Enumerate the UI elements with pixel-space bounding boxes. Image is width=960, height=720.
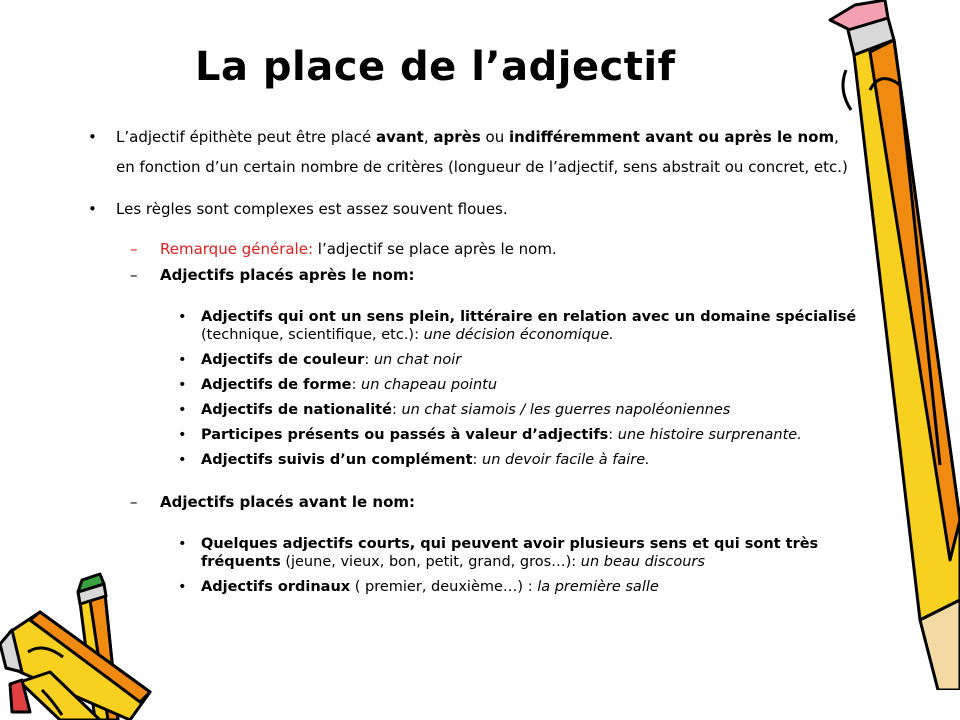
item-plain: : xyxy=(472,452,483,468)
heading-text: Adjectifs placés avant le nom: xyxy=(160,493,415,511)
heading-before-noun xyxy=(88,489,858,515)
item-bold: Adjectifs de couleur xyxy=(201,352,365,368)
item-plain: : xyxy=(608,427,618,443)
list-item xyxy=(88,578,858,596)
text: , en fonction d’un certain nombre de critères (longueur de l’adjectif, sens abstrait ou concret, etc.) xyxy=(116,128,848,176)
text: ou xyxy=(480,128,509,146)
bullet-rules: • Les règles sont complexes est assez souvent floues. xyxy=(88,194,858,224)
item-example: la première salle xyxy=(537,579,659,595)
item-example: une histoire surprenante. xyxy=(617,427,802,443)
slide-title: La place de l’adjectif xyxy=(195,44,676,90)
item-plain: : xyxy=(364,352,374,368)
list-item xyxy=(88,351,858,369)
item-bold: Participes présents ou passés à valeur d’adjectifs xyxy=(201,427,609,443)
item-example: un beau discours xyxy=(580,554,705,570)
list-item xyxy=(88,401,858,419)
text-bold: après xyxy=(433,128,481,146)
slide-content xyxy=(88,122,858,596)
bullet-placement-intro xyxy=(88,122,858,182)
list-item xyxy=(88,308,858,344)
item-plain: ( premier, deuxième…) : xyxy=(350,579,538,595)
remark-label: Remarque générale: xyxy=(160,240,314,258)
text-bold: avant xyxy=(375,128,424,146)
list-item xyxy=(88,426,858,444)
item-bold: Adjectifs de forme xyxy=(201,377,352,393)
item-plain: : xyxy=(391,402,402,418)
item-bold: Adjectifs suivis d’un complément xyxy=(201,452,473,468)
heading-after-noun xyxy=(88,262,858,288)
list-item xyxy=(88,535,858,571)
item-plain: (jeune, vieux, bon, petit, grand, gros…): xyxy=(280,554,581,570)
heading-text: Adjectifs placés après le nom: xyxy=(160,266,415,284)
item-bold: Adjectifs qui ont un sens plein, littéraire en relation avec un domaine spécialisé xyxy=(201,309,857,325)
remark-general xyxy=(88,236,858,262)
item-example: un devoir facile à faire. xyxy=(482,452,650,468)
text: L’adjectif épithète peut être placé xyxy=(116,128,376,146)
item-example: un chapeau pointu xyxy=(361,377,498,393)
item-bold: Adjectifs de nationalité xyxy=(201,402,392,418)
item-example: un chat noir xyxy=(373,352,462,368)
remark-text: l’adjectif se place après le nom. xyxy=(313,240,557,258)
list-item xyxy=(88,451,858,469)
text: , xyxy=(423,128,434,146)
item-example: une décision économique. xyxy=(423,327,614,343)
text-bold: indifféremment avant ou après le nom xyxy=(508,128,835,146)
item-bold: Quelques adjectifs courts, qui peuvent avoir plusieurs sens et qui sont très fréquents xyxy=(201,536,819,570)
list-item xyxy=(88,376,858,394)
item-plain: : xyxy=(351,377,362,393)
item-bold: Adjectifs ordinaux xyxy=(201,579,351,595)
item-plain: (technique, scientifique, etc.): xyxy=(201,327,424,343)
item-example: un chat siamois / les guerres napoléoniennes xyxy=(401,402,731,418)
